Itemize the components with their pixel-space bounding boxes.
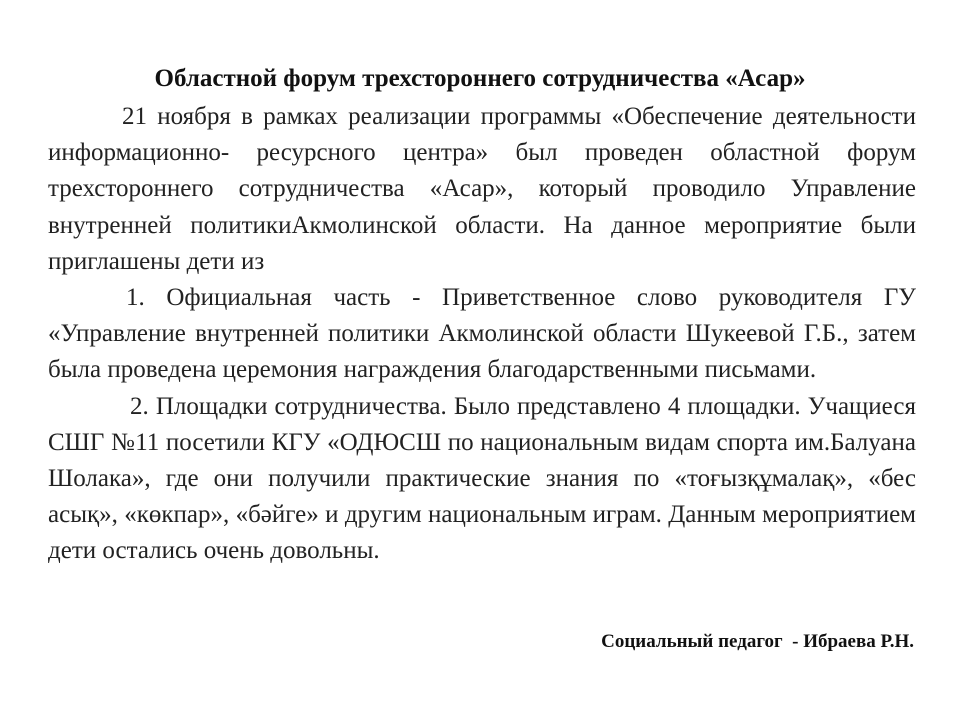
paragraph-intro: 21 ноября в рамках реализации программы «Обеспечение деятельности информационно- ресурсного центра» был проведен областной форум трехстороннего сотрудничества «Асар», который проводило Управление внутренней политикиАкмолинской области. На данное мероприятие были приглашены дети из: [48, 103, 916, 275]
paragraph-cooperation-sites: 2. Площадки сотрудничества. Было представлено 4 площадки. Учащиеся СШГ №11 посетили КГУ «ОДЮСШ по национальным видам спорта им.Балуана Шолака», где они получили практические знания по «тоғызқұмалақ», «бес асық», «көкпар», «бәйге» и другим национальным играм. Данным мероприятием дети остались очень довольны.: [48, 392, 916, 565]
document-title: Областной форум трехстороннего сотрудничества «Асар»: [154, 65, 806, 92]
paragraph-official-part: 1. Официальная часть - Приветственное слово руководителя ГУ «Управление внутренней политики Акмолинской области Шукеевой Г.Б., затем была проведена церемония награждения благодарственными письмами.: [48, 284, 916, 384]
document-body: [48, 99, 916, 570]
signature: Социальный педагог - Ибраева Р.Н.: [601, 631, 914, 652]
